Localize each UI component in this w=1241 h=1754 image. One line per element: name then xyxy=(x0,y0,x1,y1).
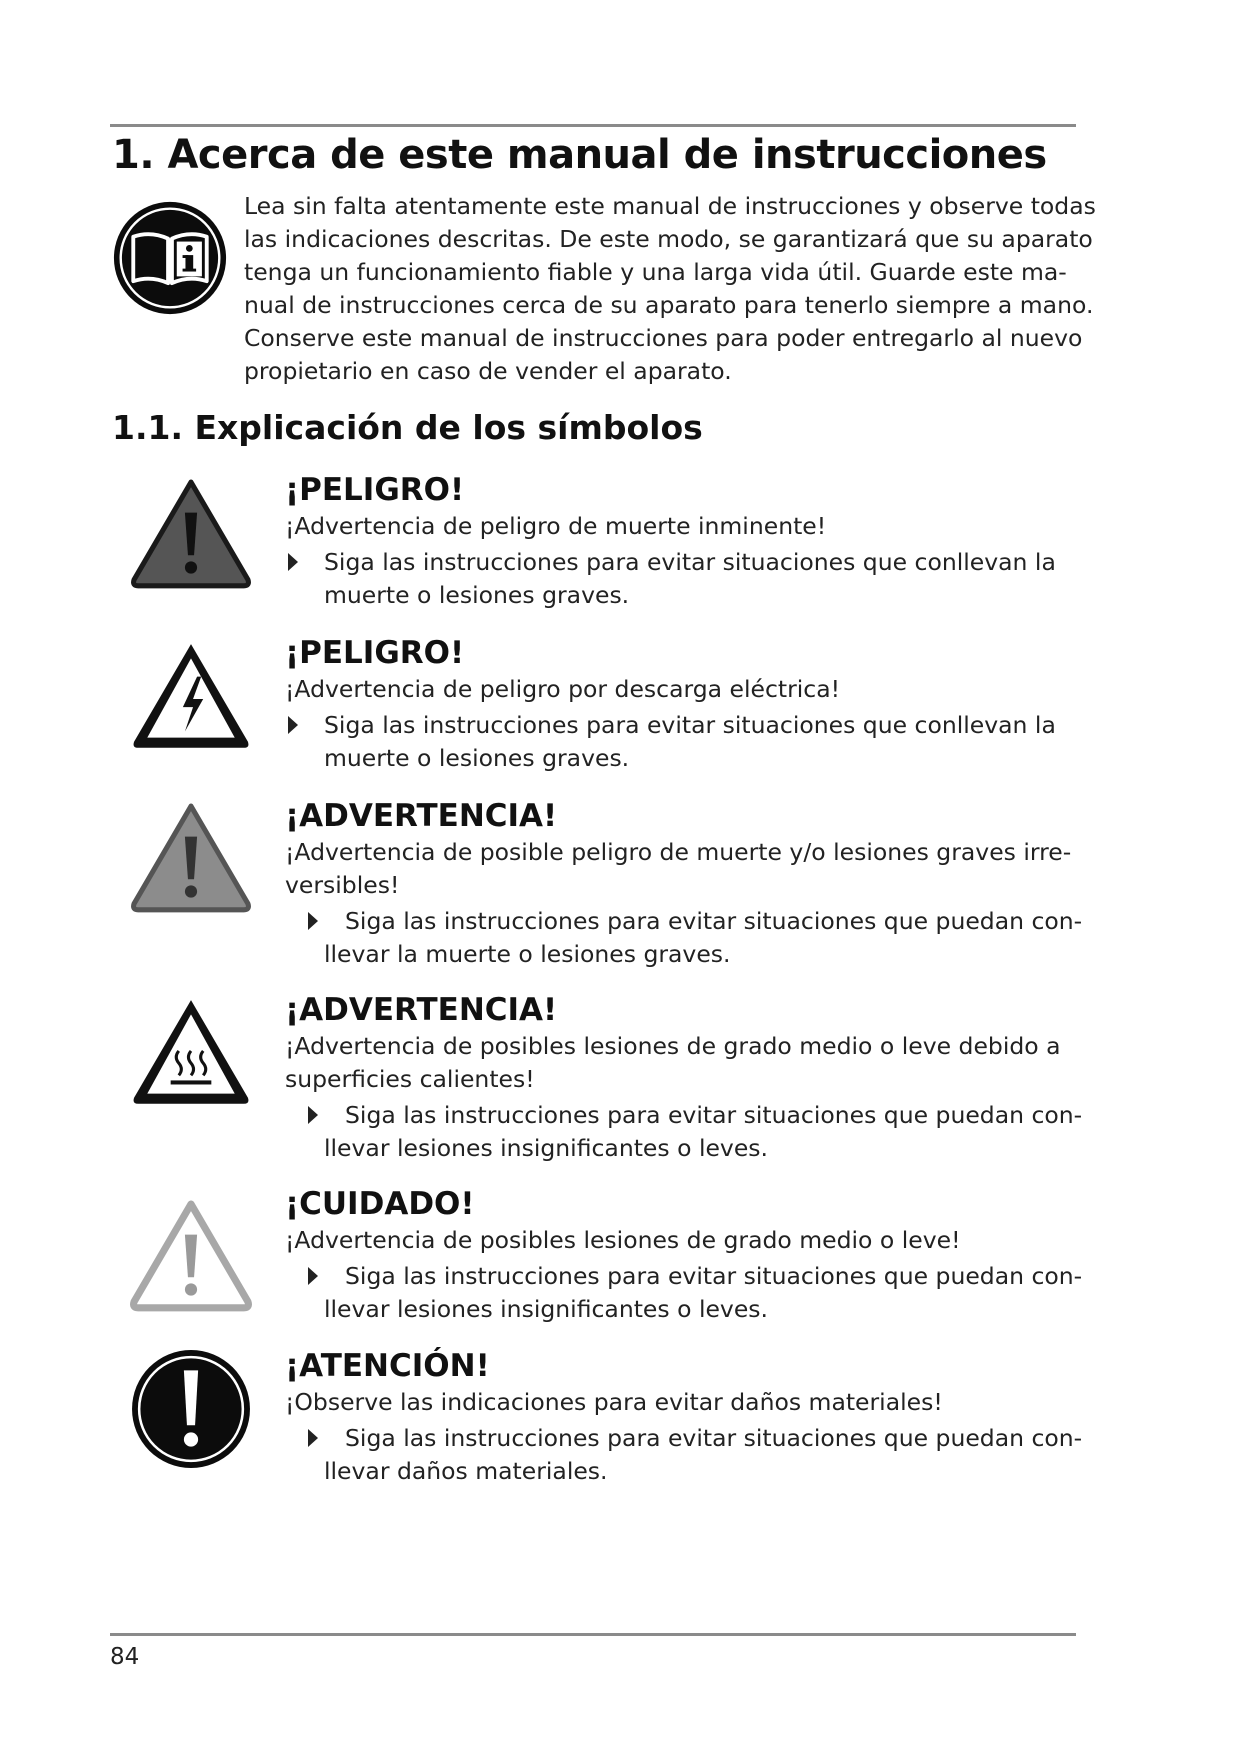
symbol-description: ¡Observe las indicaciones para evitar daños materiales! xyxy=(285,1388,943,1416)
bullet-arrow-icon xyxy=(308,1267,318,1285)
section-heading: 1. Acerca de este manual de instrucciones xyxy=(112,132,1047,178)
bottom-rule xyxy=(110,1633,1076,1636)
symbol-instruction: Siga las instrucciones para evitar situaciones que conllevan la muerte o lesiones graves. xyxy=(285,709,1075,775)
bullet-arrow-icon xyxy=(308,912,318,930)
manual-info-icon xyxy=(112,200,228,316)
intro-paragraph: Lea sin falta atentamente este manual de instrucciones y observe todas las indicaciones descritas. De este modo, se garantizará que su aparato tenga un funcionamiento fiable y una larga vida útil. Guarde este ma- nual de instrucciones cerca de su aparato para tenerlo siempre a mano. Conserve este manual de instrucciones para poder entregarlo al nuevo propietario en caso de vender el aparato. xyxy=(244,192,1096,385)
hot-surface-triangle-icon xyxy=(130,994,252,1116)
symbol-instruction: Siga las instrucciones para evitar situaciones que conllevan la muerte o lesiones graves. xyxy=(285,546,1075,612)
symbol-title: ¡CUIDADO! xyxy=(285,1186,475,1222)
page-number: 84 xyxy=(110,1644,140,1670)
electric-shock-triangle-icon xyxy=(130,638,252,760)
symbol-title: ¡ADVERTENCIA! xyxy=(285,798,558,834)
danger-triangle-icon xyxy=(130,476,252,598)
symbol-entry-danger xyxy=(285,470,1075,612)
top-rule xyxy=(110,124,1076,127)
bullet-arrow-icon xyxy=(288,716,298,734)
symbol-instruction: Siga las instrucciones para evitar situaciones que puedan con- llevar daños materiales. xyxy=(285,1422,1075,1488)
bullet-arrow-icon xyxy=(308,1429,318,1447)
symbol-description: ¡Advertencia de peligro de muerte inminente! xyxy=(285,512,827,540)
symbol-entry-hot-surface xyxy=(285,990,1083,1165)
symbol-instruction: Siga las instrucciones para evitar situaciones que puedan con- llevar la muerte o lesiones graves. xyxy=(285,905,1075,971)
symbol-description: ¡Advertencia de posible peligro de muerte y/o lesiones graves irre- versibles! xyxy=(285,838,1072,899)
symbol-description: ¡Advertencia de posibles lesiones de grado medio o leve! xyxy=(285,1226,961,1254)
attention-circle-icon xyxy=(130,1348,252,1470)
symbol-description: ¡Advertencia de peligro por descarga eléctrica! xyxy=(285,675,841,703)
symbol-entry-attention xyxy=(285,1346,1083,1488)
bullet-arrow-icon xyxy=(308,1106,318,1124)
symbol-entry-warning xyxy=(285,796,1083,971)
bullet-arrow-icon xyxy=(288,553,298,571)
warning-triangle-icon xyxy=(130,800,252,922)
symbol-instruction: Siga las instrucciones para evitar situaciones que puedan con- llevar lesiones insignificantes o leves. xyxy=(285,1260,1075,1326)
symbol-entry-caution xyxy=(285,1184,1083,1326)
symbol-entry-electric xyxy=(285,633,1075,775)
caution-triangle-icon xyxy=(130,1198,252,1320)
symbols-subheading: 1.1. Explicación de los símbolos xyxy=(112,408,703,447)
symbol-title: ¡PELIGRO! xyxy=(285,472,465,508)
symbol-title: ¡ATENCIÓN! xyxy=(285,1348,490,1384)
symbol-instruction: Siga las instrucciones para evitar situaciones que puedan con- llevar lesiones insignificantes o leves. xyxy=(285,1099,1075,1165)
symbol-title: ¡ADVERTENCIA! xyxy=(285,992,558,1028)
symbol-description: ¡Advertencia de posibles lesiones de grado medio o leve debido a superficies calientes! xyxy=(285,1032,1061,1093)
symbol-title: ¡PELIGRO! xyxy=(285,635,465,671)
